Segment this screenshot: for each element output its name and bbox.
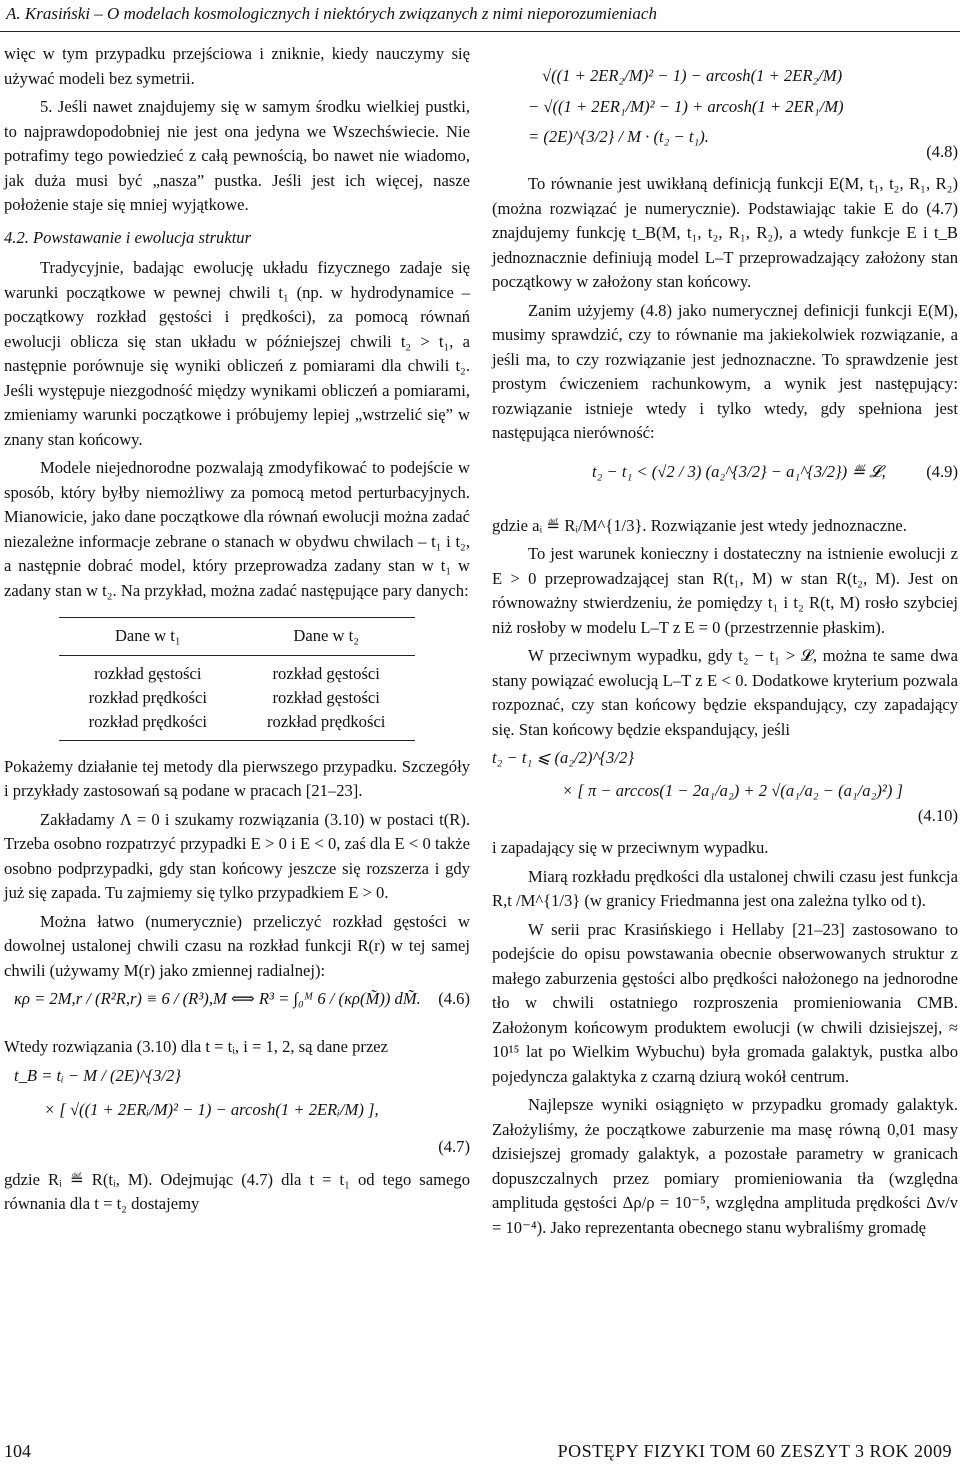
paragraph: W przeciwnym wypadku, gdy t₂ − t₁ > 𝓛, można te same dwa stany powiązać ewolucją L–T z E < 0. Dodatkowe kryterium pozwala rozpoznać, czy stan końcowy będzie ekspandujący, czy zapadający się. Stan końcowy będzie ekspandujący, jeśli	[492, 646, 958, 739]
paragraph: W serii prac Krasińskiego i Hellaby [21–23] zastosowano to podejście do opisu powstawania obecnie obserwowanych struktur z małego zaburzenia gęstości albo prędkości nałożonego na jednorodne tło w chwili ostatniego rozproszenia promieniowania CMB. Założonym końcowym produktem ewolucji (w chwili dzisiejszej, ≈ 10¹⁵ lat po Wielkim Wybuchu) była gromada galaktyk, pustka albo pojedyncza galaktyka z czarną dziurą wokół centrum.	[492, 919, 958, 1086]
equation-number: (4.6)	[438, 989, 470, 1008]
equation-body: κρ = 2M,r / (R²R,r) ≡ 6 / (R³),M ⟺ R³ = ∫₀ᴹ 6 / (κρ(M̃)) dM̃.	[14, 989, 421, 1008]
equation-number: (4.7)	[438, 1137, 470, 1156]
paragraph: gdzie Rᵢ ≝ R(tᵢ, M). Odejmując (4.7) dla t = t₁ od tego samego równania dla t = t₂ dostajemy	[4, 1169, 470, 1213]
table-header: Dane w t₁	[59, 618, 237, 656]
equation-line: = (2E)^{3/2} / M · (t₂ − t₁).	[528, 127, 709, 146]
equation-4-9	[492, 460, 958, 500]
table-cell: rozkład gęstości	[272, 687, 380, 707]
paragraph: To jest warunek konieczny i dostateczny na istnienie ewolucji z E > 0 przeprowadzającej stan R(t₁, M) w stan R(t₂, M). Jest on równoważny stwierdzeniu, że pomiędzy t₁ i t₂ R(t, M) rosło szybciej niż rosłoby w modelu L–T z E = 0 (przestrzennie płaskim).	[492, 544, 958, 637]
equation-line: × [ π − arccos(1 − 2a₁/a₂) + 2 √(a₁/a₂ − (a₁/a₂)²) ]	[562, 780, 903, 800]
paragraph: Tradycyjnie, badając ewolucję układu fizycznego zadaje się warunki początkowe w pewnej chwili t₁ (np. w hydrodynamice – początkowy rozkład gęstości i prędkości), za pomocą równań ewolucji oblicza się stan układu w późniejszej chwili t₂ > t₁, a następnie porównuje się wyniki obliczeń z pomiarami dla chwili t₂. Jeśli występuje niezgodność między wynikami obliczeń a pomiarami, zmieniamy warunki początkowe i próbujemy lepiej „wstrzelić się” w znany stan końcowy.	[4, 258, 470, 449]
journal-info: POSTĘPY FIZYKI TOM 60 ZESZYT 3 ROK 2009	[557, 1441, 952, 1461]
table-cell: rozkład gęstości	[94, 663, 202, 683]
paragraph: To równanie jest uwikłaną definicją funkcji E(M, t₁, t₂, R₁, R₂) (można rozwiązać je numerycznie). Podstawiając takie E do (4.7) znajdujemy funkcję t_B(M, t₁, t₂, R₁, R₂), a wtedy funkcje E i t_B jednoznacznie definiują model L–T przeprowadzający założony stan początkowy w założony stan końcowy.	[492, 174, 958, 291]
data-pairs-table	[59, 617, 416, 741]
paragraph: Pokażemy działanie tej metody dla pierwszego przypadku. Szczegóły i przykłady zastosowań są podane w pracach [21–23].	[4, 756, 470, 800]
paragraph: Najlepsze wyniki osiągnięto w przypadku gromady galaktyk. Założyliśmy, że początkowe zaburzenie ma masę równą 0,01 masy dzisiejszej gromady galaktyk, a pozostałe parametry w granicach dopuszczalnych przez pomiary promieniowania tła (względna amplituda gęstości Δρ/ρ = 10⁻⁵, względna amplituda prędkości Δv/v = 10⁻⁴). Jako reprezentanta obecnego stanu wybraliśmy gromadę	[492, 1095, 958, 1237]
section-heading: 4.2. Powstawanie i ewolucja struktur	[4, 227, 252, 247]
left-column	[4, 42, 470, 1221]
equation-4-6	[4, 987, 470, 1027]
equation-line: × [ √((1 + 2ERᵢ/M)² − 1) − arcosh(1 + 2ERᵢ/M) ],	[44, 1100, 379, 1119]
equation-4-10	[492, 746, 958, 828]
equation-number: (4.10)	[917, 805, 958, 825]
right-column	[492, 60, 958, 1244]
paragraph: gdzie aᵢ ≝ Rᵢ/M^{1/3}. Rozwiązanie jest wtedy jednoznaczne.	[492, 515, 907, 535]
equation-number: (4.8)	[926, 141, 958, 161]
table-cell: rozkład prędkości	[59, 710, 237, 741]
equation-line: − √((1 + 2ER₁/M)² − 1) + arcosh(1 + 2ER₁/M)	[528, 96, 844, 116]
equation-4-8	[492, 64, 958, 164]
table-cell: rozkład prędkości	[237, 710, 415, 741]
equation-line: √((1 + 2ER₂/M)² − 1) − arcosh(1 + 2ER₂/M)	[542, 66, 843, 85]
paragraph: Modele niejednorodne pozwalają zmodyfikować to podejście w sposób, który byłby niemożliwy za pomocą metod perturbacyjnych. Mianowicie, jako dane początkowe dla równań ewolucji można zadać niezależne informacje zebrane o stanach w obydwu chwilach – t₁ i t₂, a następnie dobrać model, który przeprowadza zadany stan w t₁ w zadany stan w t₂. Na przykład, można zadać następujące pary danych:	[4, 458, 470, 600]
paragraph: Zakładamy Λ = 0 i szukamy rozwiązania (3.10) w postaci t(R). Trzeba osobno rozpatrzyć przypadki E > 0 i E < 0, zaś dla E < 0 także osobno podprzypadki, gdy stan końcowy jeszcze się rozszerza i gdy już się zapada. Tu zajmiemy się tylko przypadkiem E > 0.	[4, 809, 470, 902]
table-header: Dane w t₂	[237, 618, 415, 656]
running-header: A. Krasiński – O modelach kosmologicznych i niektórych związanych z nimi nieporozumieniach	[6, 4, 657, 23]
paragraph: Wtedy rozwiązania (3.10) dla t = tᵢ, i = 1, 2, są dane przez	[4, 1037, 389, 1056]
equation-number: (4.9)	[926, 461, 958, 481]
paragraph: Zanim użyjemy (4.8) jako numerycznej definicji funkcji E(M), musimy sprawdzić, czy to równanie ma jakiekolwiek rozwiązanie, a jeśli ma, to czy rozwiązanie jest jednoznaczne. To sprawdzenie jest prostym ćwiczeniem rachunkowym, a wynik jest następujący: rozwiązanie istnieje wtedy i tylko wtedy, gdy spełniona jest następująca nierówność:	[492, 300, 958, 442]
header-divider	[0, 31, 960, 32]
equation-4-7	[4, 1064, 470, 1160]
table-cell: rozkład prędkości	[88, 687, 207, 707]
page-number: 104	[4, 1441, 31, 1461]
equation-line: t₂ − t₁ ⩽ (a₂/2)^{3/2}	[492, 748, 634, 767]
paragraph: więc w tym przypadku przejściowa i zniknie, kiedy nauczymy się używać modeli bez symetrii.	[4, 44, 470, 88]
table-cell: rozkład gęstości	[272, 663, 380, 683]
paragraph: 5. Jeśli nawet znajdujemy się w samym środku wielkiej pustki, to najprawdopodobniej nie jest ona jedyna we Wszechświecie. Nie potrafimy tego powiedzieć z całą pewnością, bo nawet nie wiadomo, jak duża musi być „nasza” pustka. Jeśli jest ich więcej, nasze położenie staje się mniej wyjątkowe.	[4, 97, 470, 214]
equation-line: t_B = tᵢ − M / (2E)^{3/2}	[14, 1065, 181, 1085]
paragraph: i zapadający się w przeciwnym wypadku.	[492, 838, 769, 857]
paragraph: Miarą rozkładu prędkości dla ustalonej chwili czasu jest funkcja R,t /M^{1/3} (w granicy Friedmanna jest ona zależna tylko od t).	[492, 866, 958, 910]
equation-body: t₂ − t₁ < (√2 / 3) (a₂^{3/2} − a₁^{3/2}) ≝ 𝓛,	[592, 461, 886, 481]
paragraph: Można łatwo (numerycznie) przeliczyć rozkład gęstości w dowolnej ustalonej chwili czasu na rozkład funkcji R(r) w tej samej chwili (używamy M(r) jako zmiennej radialnej):	[4, 911, 470, 980]
